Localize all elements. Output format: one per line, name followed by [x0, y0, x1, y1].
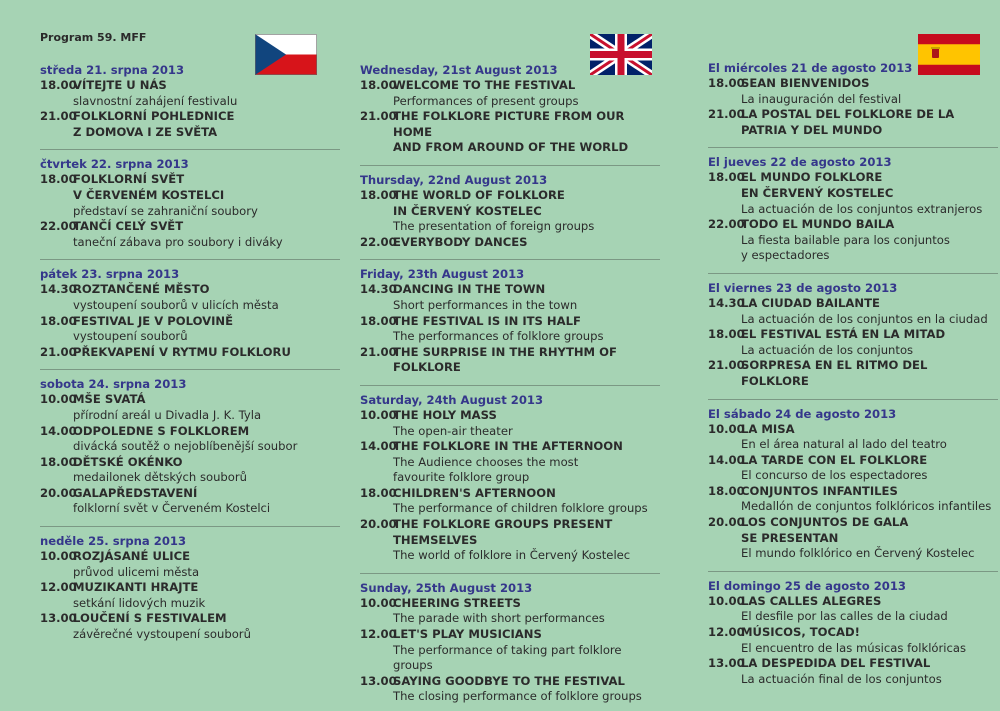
event-title: VÍTEJTE U NÁS — [73, 78, 167, 92]
event-title: ROZTANČENÉ MĚSTO — [73, 282, 210, 297]
event-time: 14.00 — [708, 452, 745, 467]
event-title: EL FESTIVAL ESTÁ EN LA MITAD — [741, 327, 946, 342]
event-line — [708, 422, 998, 438]
event-item — [360, 235, 660, 251]
event-time: 12.00 — [708, 625, 745, 640]
event-title: EVERYBODY DANCES — [393, 234, 528, 249]
event-time: 14.00 — [360, 439, 397, 454]
event-description: La actuación de los conjuntos extranjeros — [741, 201, 983, 216]
event-title: MUZIKANTI HRAJTE — [73, 580, 199, 595]
event-description: La fiesta bailable para los conjuntos — [741, 232, 950, 247]
event-description: La actuación de los conjuntos — [741, 342, 914, 357]
event-title: DANCING IN THE TOWN — [393, 282, 546, 297]
event-time: 21.00 — [708, 107, 745, 122]
event-line — [360, 78, 660, 94]
event-title-continued: PATRIA Y DEL MUNDO — [741, 122, 883, 137]
event-line — [360, 674, 660, 690]
event-item — [40, 549, 340, 580]
event-time: 21.00 — [360, 109, 397, 124]
event-line — [40, 549, 340, 565]
event-line — [708, 358, 998, 389]
day-block — [708, 60, 998, 138]
day-title: čtvrtek 22. srpna 2013 — [40, 157, 189, 172]
event-description: Short performances in the town — [393, 297, 578, 312]
event-time: 13.00 — [360, 673, 397, 688]
event-item — [40, 455, 340, 486]
event-line — [360, 517, 660, 533]
day-title: El viernes 23 de agosto 2013 — [708, 280, 898, 295]
event-item — [708, 422, 998, 453]
event-time: 18.00 — [708, 170, 745, 185]
event-title-continued: Z DOMOVA I ZE SVĚTA — [73, 124, 218, 139]
event-line — [708, 76, 998, 92]
day-title: Friday, 23th August 2013 — [360, 267, 525, 282]
event-title: THE HOLY MASS — [393, 407, 497, 422]
event-title: ROZJÁSANÉ ULICE — [73, 549, 191, 564]
event-item — [360, 439, 660, 486]
event-item — [708, 656, 998, 687]
program-title: Program 59. MFF — [40, 31, 147, 44]
event-title: THE FESTIVAL IS IN ITS HALF — [393, 313, 581, 328]
event-line — [40, 345, 340, 361]
event-title: SAYING GOODBYE TO THE FESTIVAL — [393, 673, 625, 688]
day-title: Thursday, 22nd August 2013 — [360, 172, 548, 187]
section-divider — [708, 571, 998, 572]
event-item — [40, 486, 340, 517]
event-line — [40, 455, 340, 471]
event-line — [360, 314, 660, 330]
event-title: LA CIUDAD BAILANTE — [741, 295, 880, 310]
event-description: Medallón de conjuntos folklóricos infantiles — [741, 499, 992, 514]
section-divider — [40, 369, 340, 370]
day-title: Sunday, 25th August 2013 — [360, 580, 533, 595]
day-block — [708, 154, 998, 264]
event-item — [360, 627, 660, 674]
event-line — [360, 109, 660, 140]
event-item — [40, 424, 340, 455]
event-title: TODO EL MUNDO BAILA — [741, 217, 895, 232]
event-title: LA MISA — [741, 421, 795, 436]
event-title-continued: AND FROM AROUND OF THE WORLD — [393, 140, 629, 155]
event-time: 21.00 — [40, 344, 77, 359]
event-title: GALAPŘEDSTAVENÍ — [73, 485, 198, 500]
event-line — [360, 408, 660, 424]
day-block — [708, 280, 998, 390]
day-block — [708, 406, 998, 562]
event-title: LOS CONJUNTOS DE GALA — [741, 515, 909, 530]
section-divider — [40, 526, 340, 527]
event-title: TANČÍ CELÝ SVĚT — [73, 219, 184, 234]
event-line — [360, 188, 660, 204]
event-line — [360, 486, 660, 502]
event-item — [40, 282, 340, 313]
section-divider — [40, 259, 340, 260]
section-divider — [360, 573, 660, 574]
event-item — [40, 580, 340, 611]
event-description: vystoupení souborů v ulicích města — [73, 297, 279, 312]
event-title: FOLKLORNÍ SVĚT — [73, 172, 185, 187]
event-item — [360, 408, 660, 439]
event-title: THE SURPRISE IN THE RHYTHM OF FOLKLORE — [393, 344, 617, 375]
event-time: 14.30 — [40, 282, 77, 297]
event-line — [360, 345, 660, 376]
event-time: 12.00 — [360, 627, 397, 642]
event-time: 18.00 — [360, 187, 397, 202]
event-time: 18.00 — [40, 313, 77, 328]
day-title: El jueves 22 de agosto 2013 — [708, 155, 892, 170]
event-line — [360, 596, 660, 612]
event-item — [708, 296, 998, 327]
event-title: LET'S PLAY MUSICIANS — [393, 627, 542, 642]
event-title: CHILDREN'S AFTERNOON — [393, 485, 556, 500]
event-description: The presentation of foreign groups — [393, 219, 595, 234]
event-time: 10.00 — [708, 593, 745, 608]
event-description: taneční zábava pro soubory i diváky — [73, 234, 283, 249]
event-description: En el área natural al lado del teatro — [741, 437, 947, 452]
event-description: přírodní areál u Divadla J. K. Tyla — [73, 407, 262, 422]
event-description: medailonek dětských souborů — [73, 470, 248, 485]
event-item — [708, 625, 998, 656]
event-line — [360, 439, 660, 455]
event-line — [708, 296, 998, 312]
event-line — [40, 392, 340, 408]
event-description: El desfile por las calles de la ciudad — [741, 609, 948, 624]
event-description: The performances of folklore groups — [393, 329, 604, 344]
event-item — [708, 170, 998, 217]
event-time: 14.30 — [360, 282, 397, 297]
event-item — [360, 486, 660, 517]
event-time: 21.00 — [360, 344, 397, 359]
event-title-continued: SE PRESENTAN — [741, 530, 839, 545]
event-description: The closing performance of folklore groups — [393, 689, 642, 704]
event-title: LA DESPEDIDA DEL FESTIVAL — [741, 656, 931, 671]
event-time: 10.00 — [40, 392, 77, 407]
event-item — [708, 107, 998, 138]
event-description: El concurso de los espectadores — [741, 468, 928, 483]
event-item — [360, 78, 660, 109]
event-time: 10.00 — [360, 595, 397, 610]
event-title: LAS CALLES ALEGRES — [741, 593, 882, 608]
event-description: průvod ulicemi města — [73, 564, 200, 579]
event-title: PŘEKVAPENÍ V RYTMU FOLKLORU — [73, 344, 291, 359]
event-time: 18.00 — [708, 76, 745, 90]
event-title: CONJUNTOS INFANTILES — [741, 483, 898, 498]
event-line — [708, 453, 998, 469]
day-title: sobota 24. srpna 2013 — [40, 377, 187, 392]
day-title: El domingo 25 de agosto 2013 — [708, 578, 906, 593]
day-title: Saturday, 24th August 2013 — [360, 392, 544, 407]
event-item — [708, 484, 998, 515]
event-time: 12.00 — [40, 580, 77, 595]
day-title: El miércoles 21 de agosto 2013 — [708, 61, 913, 75]
event-line — [708, 217, 998, 233]
event-item — [708, 76, 998, 107]
spanish-column — [708, 60, 998, 693]
event-line — [40, 424, 340, 440]
event-line — [40, 580, 340, 596]
event-title-continued: V ČERVENÉM KOSTELCI — [73, 187, 225, 202]
event-time: 20.00 — [708, 515, 745, 530]
day-block — [360, 266, 660, 376]
event-line — [708, 170, 998, 186]
event-line — [40, 282, 340, 298]
event-line — [360, 627, 660, 643]
event-title: SEAN BIENVENIDOS — [741, 76, 870, 90]
day-block — [40, 376, 340, 517]
event-time: 18.00 — [708, 483, 745, 498]
section-divider — [360, 165, 660, 166]
event-title: THE WORLD OF FOLKLORE — [393, 187, 565, 202]
section-divider — [360, 385, 660, 386]
event-description: El mundo folklórico en Červený Kostelec — [741, 546, 975, 561]
event-item — [708, 594, 998, 625]
event-description: setkání lidových muzik — [73, 595, 206, 610]
event-title: FESTIVAL JE V POLOVINĚ — [73, 313, 234, 328]
event-time: 18.00 — [360, 313, 397, 328]
event-time: 20.00 — [360, 517, 397, 532]
event-item — [708, 217, 998, 264]
section-divider — [40, 149, 340, 150]
event-item — [708, 515, 998, 562]
section-divider — [360, 259, 660, 260]
event-description: The parade with short performances — [393, 611, 605, 626]
event-time: 14.30 — [708, 295, 745, 310]
event-description: The performance of children folklore groups — [393, 501, 648, 516]
day-block — [40, 62, 340, 140]
event-description: The performance of taking part folklore groups — [393, 642, 622, 673]
event-title-continued: THEMSELVES — [393, 532, 478, 547]
event-item — [360, 282, 660, 313]
event-title: THE FOLKLORE IN THE AFTERNOON — [393, 439, 623, 454]
event-title-continued: EN ČERVENÝ KOSTELEC — [741, 185, 894, 200]
event-title: THE FOLKLORE PICTURE FROM OUR HOME — [393, 109, 625, 139]
event-time: 18.00 — [40, 454, 77, 469]
event-time: 13.00 — [40, 611, 77, 626]
event-title: LA POSTAL DEL FOLKLORE DE LA — [741, 107, 955, 122]
event-item — [40, 109, 340, 140]
event-line — [40, 109, 340, 125]
event-item — [360, 517, 660, 564]
event-time: 22.00 — [708, 217, 745, 232]
event-time: 21.00 — [708, 358, 745, 373]
event-line — [708, 327, 998, 343]
event-item — [40, 172, 340, 219]
event-line — [708, 656, 998, 672]
event-item — [40, 78, 340, 109]
event-item — [40, 611, 340, 642]
day-title: Wednesday, 21st August 2013 — [360, 63, 558, 77]
event-description: La inauguración del festival — [741, 91, 902, 106]
event-item — [40, 392, 340, 423]
event-description: y espectadores — [741, 248, 830, 263]
event-time: 22.00 — [40, 219, 77, 234]
event-title: THE FOLKLORE GROUPS PRESENT — [393, 517, 613, 532]
day-title: středa 21. srpna 2013 — [40, 63, 185, 77]
event-line — [40, 78, 340, 94]
event-title: MÚSICOS, TOCAD! — [741, 625, 860, 640]
event-time: 14.00 — [40, 423, 77, 438]
event-line — [708, 107, 998, 123]
event-description: The open-air theater — [393, 423, 513, 438]
event-item — [360, 314, 660, 345]
event-line — [360, 235, 660, 251]
event-title: ODPOLEDNE S FOLKLOREM — [73, 423, 250, 438]
day-block — [360, 392, 660, 564]
event-title: CHEERING STREETS — [393, 595, 521, 610]
day-block — [40, 533, 340, 643]
event-line — [40, 486, 340, 502]
event-time: 18.00 — [708, 327, 745, 342]
event-description: představí se zahraniční soubory — [73, 203, 258, 218]
day-title: El sábado 24 de agosto 2013 — [708, 406, 897, 421]
day-block — [40, 266, 340, 360]
event-description: The world of folklore in Červený Kostelec — [393, 548, 631, 563]
event-line — [40, 172, 340, 188]
event-item — [360, 188, 660, 235]
day-block — [708, 578, 998, 688]
event-line — [360, 282, 660, 298]
event-description: La actuación de los conjuntos en la ciudad — [741, 311, 988, 326]
day-block — [360, 172, 660, 250]
event-item — [360, 109, 660, 156]
event-item — [708, 453, 998, 484]
event-time: 13.00 — [708, 656, 745, 671]
day-block — [40, 156, 340, 250]
event-title: EL MUNDO FOLKLORE — [741, 170, 883, 185]
event-item — [360, 674, 660, 705]
day-title: neděle 25. srpna 2013 — [40, 534, 187, 549]
event-item — [360, 596, 660, 627]
event-description: favourite folklore group — [393, 470, 530, 485]
event-description: divácká soutěž o nejoblíbenější soubor — [73, 439, 298, 454]
event-description: závěrečné vystoupení souborů — [73, 627, 251, 642]
event-title: LA TARDE CON EL FOLKLORE — [741, 452, 928, 467]
event-time: 20.00 — [40, 485, 77, 500]
event-description: folklorní svět v Červeném Kostelci — [73, 501, 271, 516]
event-line — [40, 219, 340, 235]
event-time: 10.00 — [708, 421, 745, 436]
event-title: SORPRESA EN EL RITMO DEL FOLKLORE — [741, 358, 928, 388]
event-title: LOUČENÍ S FESTIVALEM — [73, 611, 227, 626]
event-line — [708, 625, 998, 641]
event-time: 21.00 — [40, 109, 77, 124]
event-description: The Audience chooses the most — [393, 454, 579, 469]
event-title: FOLKLORNÍ POHLEDNICE — [73, 109, 235, 124]
czech-column — [40, 62, 340, 649]
event-title: WELCOME TO THE FESTIVAL — [393, 78, 576, 92]
event-title: DĚTSKÉ OKÉNKO — [73, 454, 183, 469]
event-description: slavnostní zahájení festivalu — [73, 93, 238, 108]
event-time: 10.00 — [40, 549, 77, 564]
event-time: 18.00 — [40, 78, 77, 92]
event-time: 18.00 — [360, 78, 397, 92]
day-title: pátek 23. srpna 2013 — [40, 267, 180, 282]
event-item — [40, 314, 340, 345]
day-block — [360, 580, 660, 705]
event-time: 18.00 — [360, 485, 397, 500]
event-item — [40, 219, 340, 250]
event-description: La actuación final de los conjuntos — [741, 671, 942, 686]
english-column — [360, 62, 660, 711]
event-line — [708, 594, 998, 610]
event-description: vystoupení souborů — [73, 329, 188, 344]
event-line — [708, 484, 998, 500]
event-description: Performances of present groups — [393, 93, 579, 108]
event-item — [40, 345, 340, 361]
section-divider — [708, 273, 998, 274]
section-divider — [708, 399, 998, 400]
event-item — [708, 358, 998, 389]
event-time: 18.00 — [40, 172, 77, 187]
section-divider — [708, 147, 998, 148]
event-item — [708, 327, 998, 358]
event-line — [40, 314, 340, 330]
event-line — [40, 611, 340, 627]
event-time: 22.00 — [360, 234, 397, 249]
day-block — [360, 62, 660, 156]
event-time: 10.00 — [360, 407, 397, 422]
event-item — [360, 345, 660, 376]
event-line — [708, 515, 998, 531]
event-title: MŠE SVATÁ — [73, 392, 146, 407]
event-title-continued: IN ČERVENÝ KOSTELEC — [393, 203, 542, 218]
event-description: El encuentro de las músicas folklóricas — [741, 640, 967, 655]
